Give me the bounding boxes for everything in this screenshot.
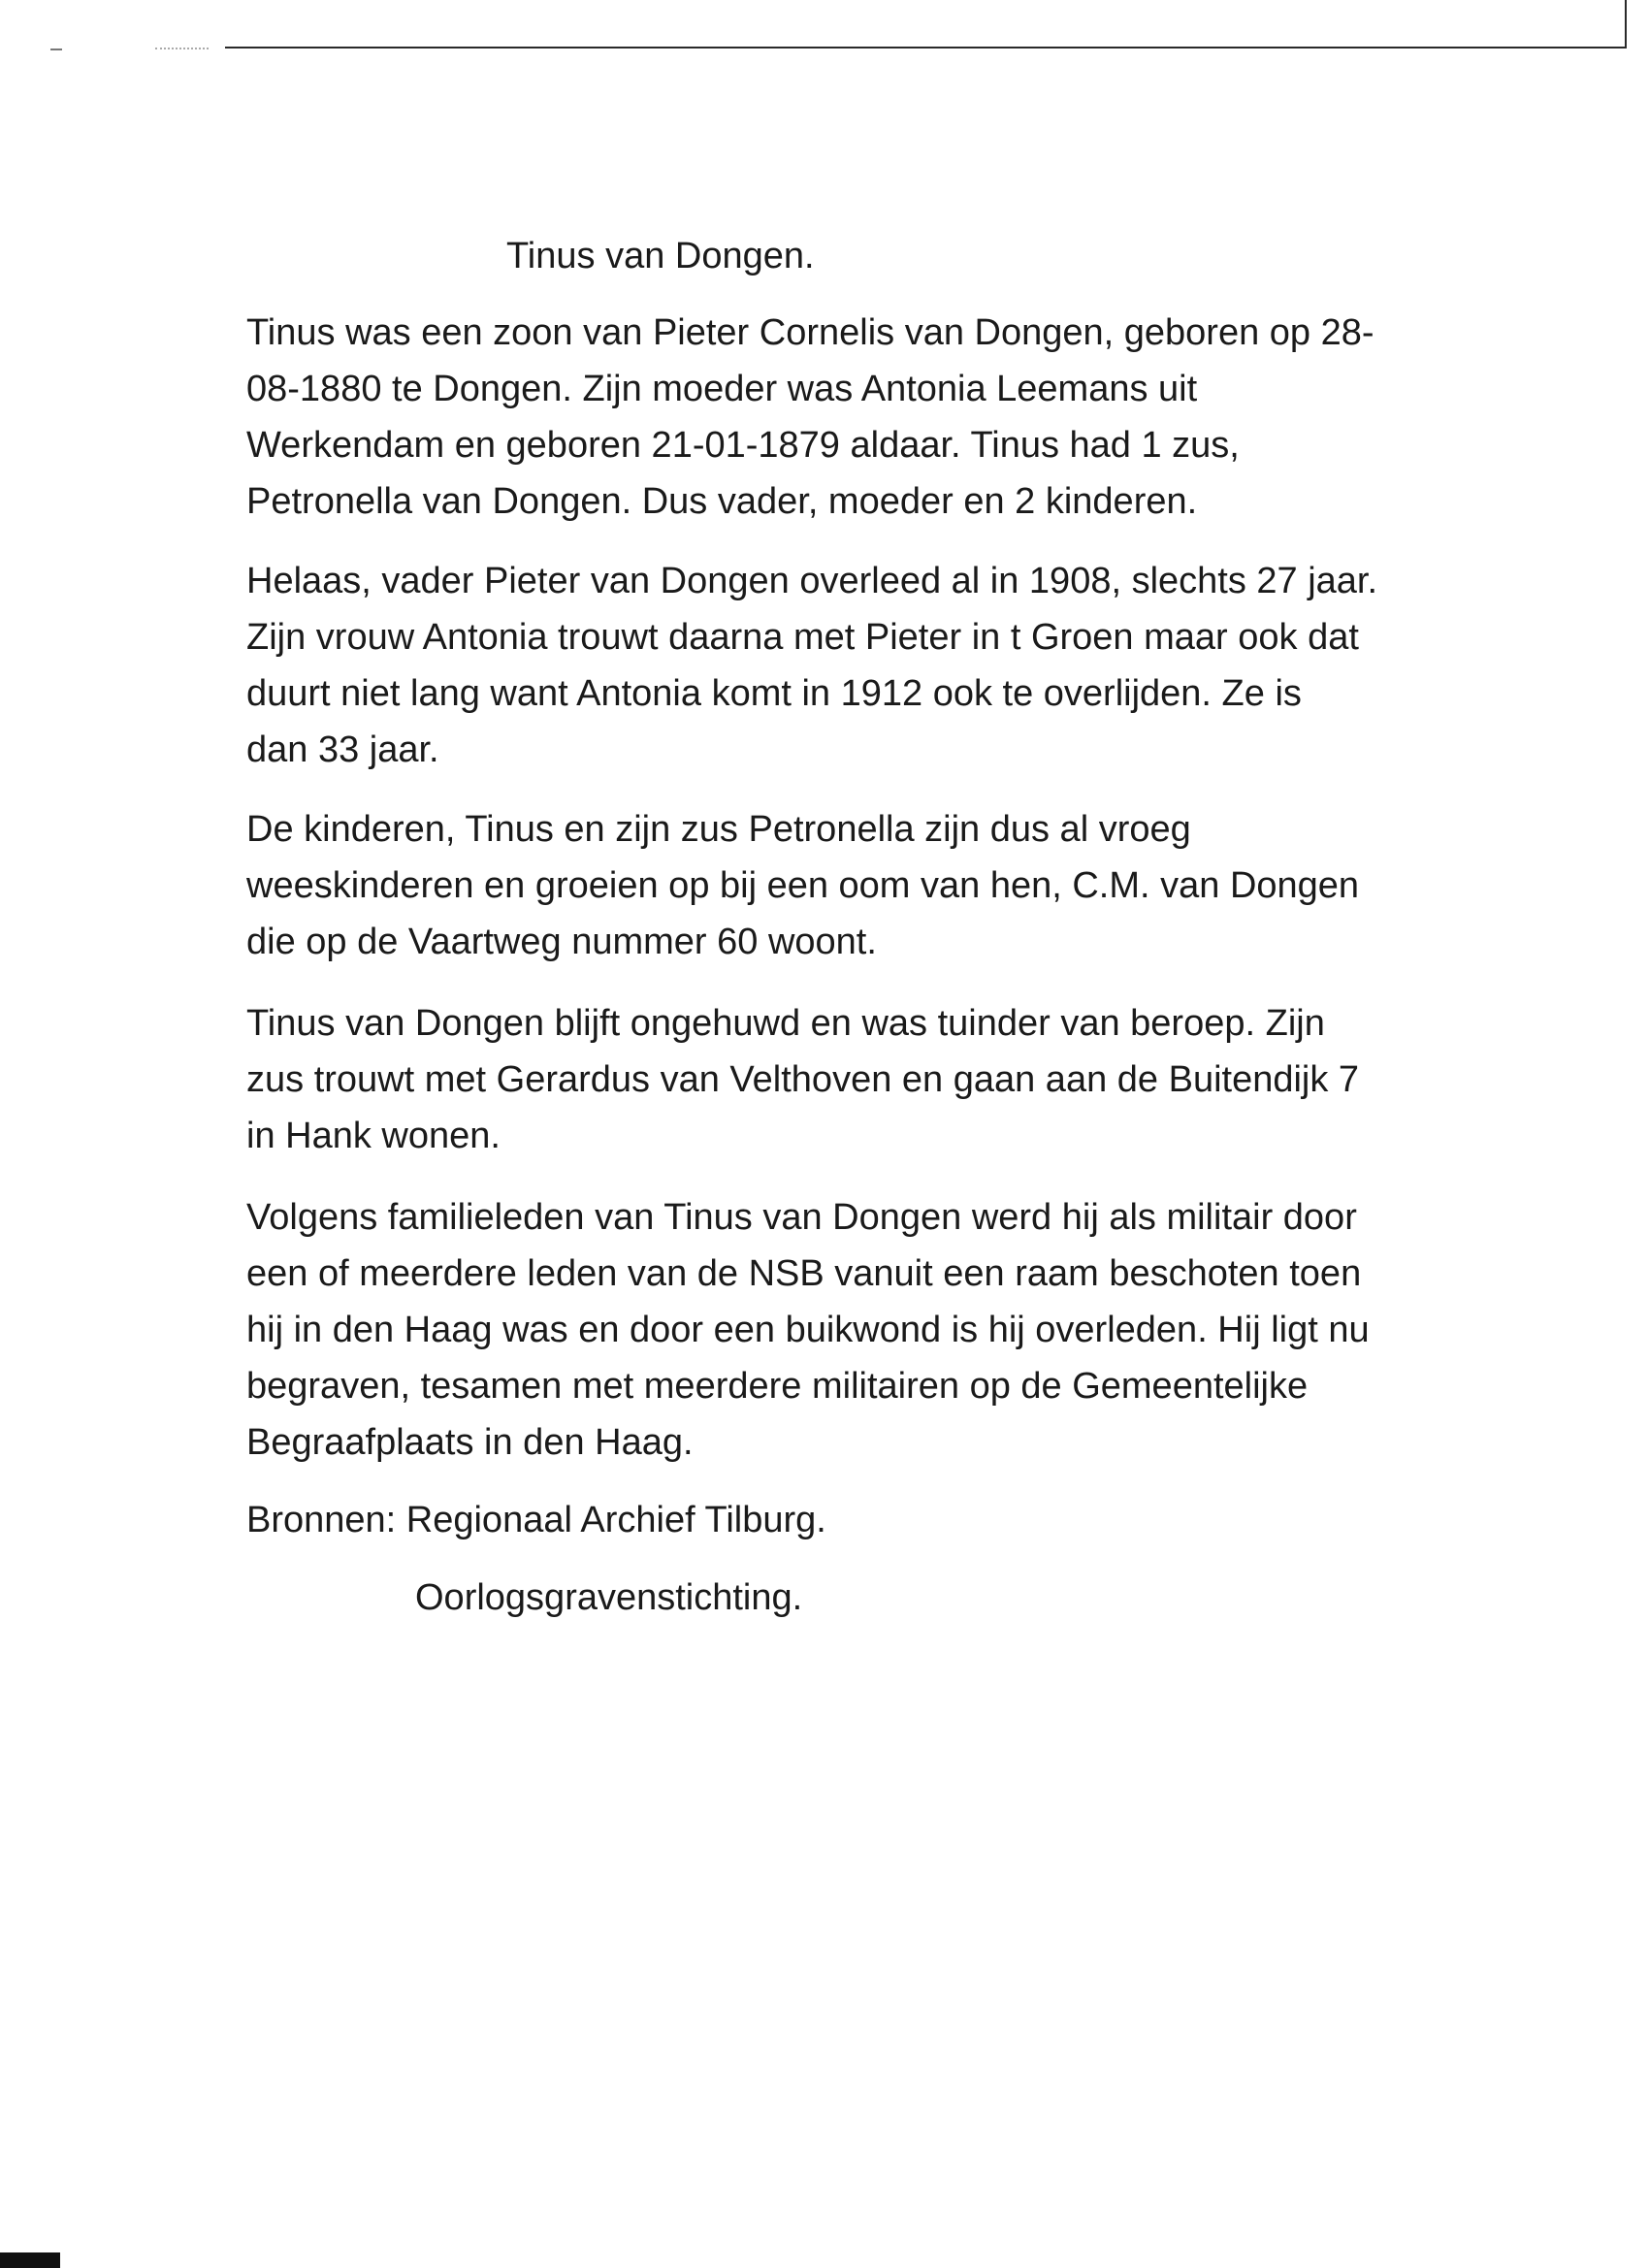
scan-dash-mark [50, 49, 62, 50]
text-line: Werkendam en geboren 21-01-1879 aldaar. Tinus had 1 zus, [246, 425, 1240, 466]
text-line: een of meerdere leden van de NSB vanuit een raam beschoten toen [246, 1253, 1362, 1294]
text-line: die op de Vaartweg nummer 60 woont. [246, 922, 877, 962]
text-line: Helaas, vader Pieter van Dongen overleed al in 1908, slechts 27 jaar. [246, 561, 1378, 601]
paragraph-family-origin [246, 305, 1507, 530]
paragraph-occupation [246, 995, 1507, 1164]
document-title: Tinus van Dongen. [506, 236, 815, 276]
sources-secondary: Oorlogsgravenstichting. [415, 1577, 803, 1618]
paragraph-orphans [246, 801, 1507, 970]
text-line: De kinderen, Tinus en zijn zus Petronella zijn dus al vroeg [246, 809, 1191, 850]
sources-primary: Bronnen: Regionaal Archief Tilburg. [246, 1500, 826, 1540]
scan-corner-mark [1625, 0, 1627, 49]
paragraph-parents-death [246, 553, 1507, 778]
text-line: Zijn vrouw Antonia trouwt daarna met Pieter in t Groen maar ook dat [246, 617, 1359, 658]
text-line: zus trouwt met Gerardus van Velthoven en gaan aan de Buitendijk 7 [246, 1059, 1360, 1100]
text-line: hij in den Haag was en door een buikwond is hij overleden. Hij ligt nu [246, 1310, 1370, 1350]
text-line: in Hank wonen. [246, 1116, 501, 1156]
text-line: Tinus van Dongen blijft ongehuwd en was tuinder van beroep. Zijn [246, 1003, 1325, 1044]
text-line: dan 33 jaar. [246, 729, 439, 770]
scan-dotted-mark [155, 48, 209, 49]
scan-edge-mark [0, 2252, 60, 2268]
text-line: 08-1880 te Dongen. Zijn moeder was Antonia Leemans uit [246, 369, 1198, 409]
scan-top-border-line [225, 47, 1626, 49]
text-line: duurt niet lang want Antonia komt in 1912 ook te overlijden. Ze is [246, 673, 1302, 714]
text-line: Petronella van Dongen. Dus vader, moeder en 2 kinderen. [246, 481, 1198, 522]
paragraph-death-account [246, 1189, 1507, 1471]
text-line: Tinus was een zoon van Pieter Cornelis van Dongen, geboren op 28- [246, 312, 1374, 353]
text-line: Begraafplaats in den Haag. [246, 1422, 694, 1463]
text-line: weeskinderen en groeien op bij een oom van hen, C.M. van Dongen [246, 865, 1360, 906]
text-line: begraven, tesamen met meerdere militairen op de Gemeentelijke [246, 1366, 1309, 1407]
text-line: Volgens familieleden van Tinus van Dongen werd hij als militair door [246, 1197, 1357, 1238]
